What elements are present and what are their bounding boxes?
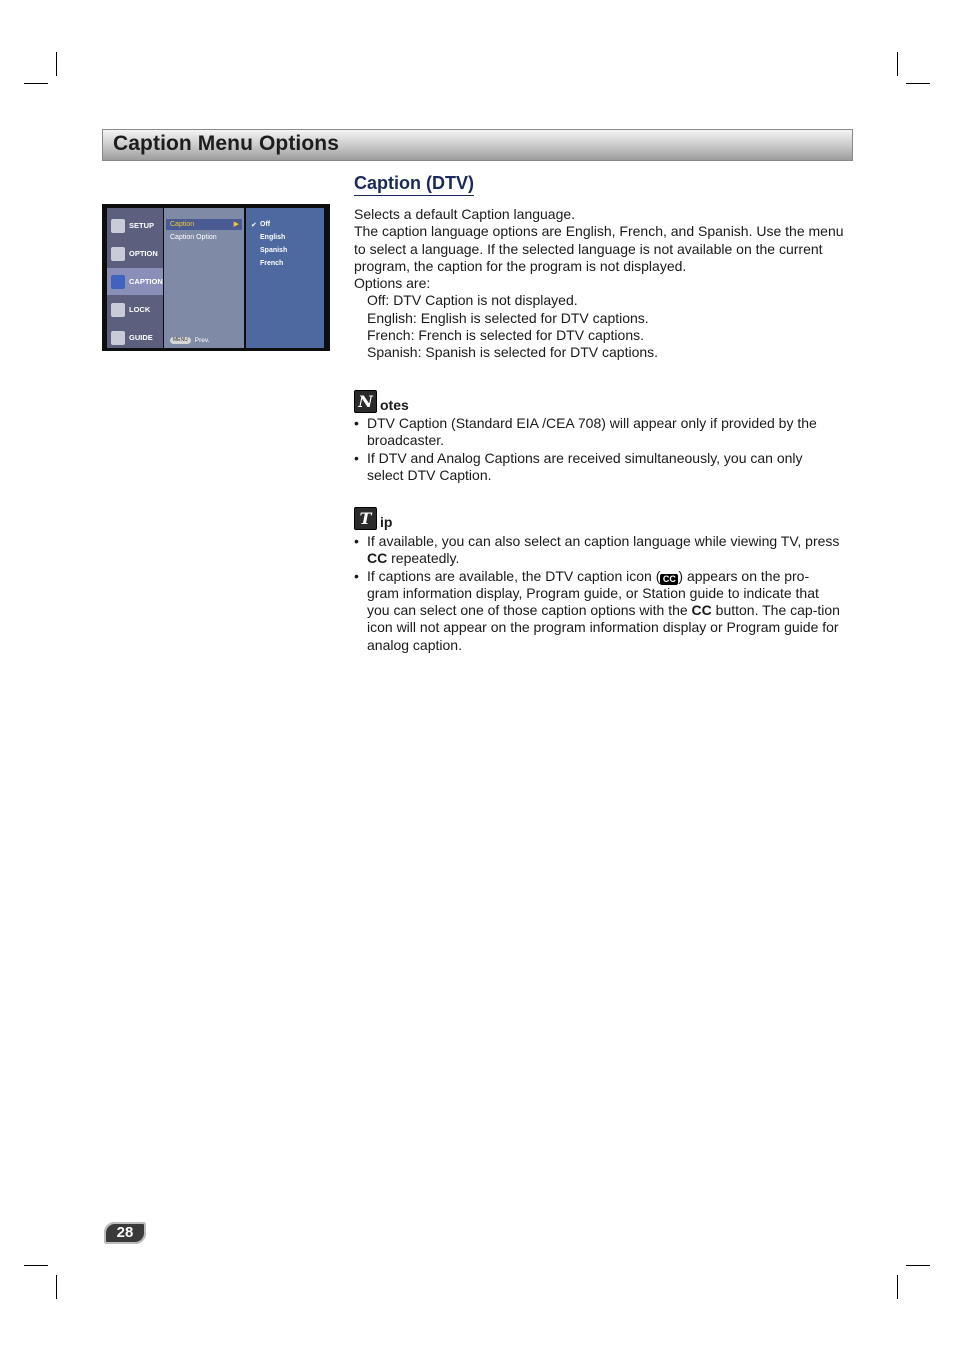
title-bar bbox=[102, 129, 853, 161]
notes-heading bbox=[354, 390, 409, 413]
osd-option: Spanish bbox=[260, 247, 288, 254]
text-run: ) appears on the pro-gram information display, Program guide, or Station guide to indicate that you can select one of those caption options with the bbox=[367, 567, 819, 619]
option-line: French: French is selected for DTV captions. bbox=[367, 327, 644, 344]
osd-option: French bbox=[260, 260, 284, 267]
section-heading: Caption (DTV) bbox=[354, 173, 474, 196]
list-item bbox=[354, 533, 840, 568]
text-run: If available, you can also select an caption language while viewing TV, press bbox=[367, 533, 840, 549]
crop-mark bbox=[897, 52, 898, 76]
option-line: English: English is selected for DTV captions. bbox=[367, 309, 649, 326]
osd-options bbox=[246, 208, 324, 348]
tip-label: ip bbox=[380, 514, 393, 530]
osd-submenu-item-caption-option bbox=[166, 232, 242, 243]
satellite-icon bbox=[111, 219, 125, 233]
option-line: Spanish: Spanish is selected for DTV captions. bbox=[367, 344, 659, 361]
arrow-right-icon: ▶ bbox=[233, 221, 239, 228]
list-item bbox=[354, 568, 840, 654]
paragraph: Options are: bbox=[354, 275, 431, 292]
crop-mark bbox=[906, 1265, 930, 1266]
list-item: • If DTV and Analog Captions are received simultaneously, you can only select DTV Caption. bbox=[354, 450, 840, 485]
section-body bbox=[354, 206, 844, 362]
text-run: If captions are available, the DTV caption icon ( bbox=[367, 567, 661, 584]
tip-icon: T bbox=[354, 507, 377, 530]
osd-option: Off bbox=[260, 221, 271, 228]
osd-side-label: LOCK bbox=[129, 305, 151, 314]
cc-caption-icon: CC bbox=[660, 574, 678, 585]
osd-side-item-caption bbox=[107, 268, 163, 295]
osd-submenu-label: Caption Option bbox=[170, 234, 217, 241]
crop-mark bbox=[24, 83, 48, 84]
osd-side-label: SETUP bbox=[129, 221, 155, 230]
lock-icon bbox=[111, 303, 125, 317]
cc-key-label: CC bbox=[691, 602, 712, 619]
text-run: button. The cap-tion icon will not appear on the program information display or Program guide for analog caption. bbox=[367, 602, 840, 653]
osd-submenu-item-caption bbox=[166, 219, 242, 230]
notes-list bbox=[354, 415, 840, 484]
crop-mark bbox=[897, 1275, 898, 1299]
notes-label: otes bbox=[380, 397, 409, 413]
osd-side-label: GUIDE bbox=[129, 333, 153, 342]
cc-key-label: CC bbox=[367, 550, 388, 567]
osd-side-label: CAPTION bbox=[129, 277, 163, 286]
crop-mark bbox=[906, 83, 930, 84]
notes-icon: N bbox=[354, 390, 377, 413]
guide-icon bbox=[111, 331, 125, 345]
page-number: 28 bbox=[104, 1222, 146, 1244]
text-run: repeatedly. bbox=[387, 550, 460, 567]
osd-side-item-lock bbox=[107, 296, 163, 323]
page-title: Caption Menu Options bbox=[113, 132, 339, 155]
menu-button-glyph: MENU bbox=[170, 337, 191, 344]
tip-heading bbox=[354, 507, 392, 530]
paragraph: Selects a default Caption language. bbox=[354, 206, 576, 222]
check-icon: ✔ bbox=[251, 222, 257, 229]
crop-mark bbox=[56, 1275, 57, 1299]
osd-side-menu bbox=[107, 208, 163, 348]
option-line: Off: DTV Caption is not displayed. bbox=[367, 292, 578, 309]
caption-icon bbox=[111, 275, 125, 289]
osd-footer-label: Prev. bbox=[194, 337, 210, 344]
osd-footer bbox=[170, 337, 209, 344]
crop-mark bbox=[24, 1265, 48, 1266]
osd-side-item-option bbox=[107, 240, 163, 267]
wrench-icon bbox=[111, 247, 125, 261]
list-item: • DTV Caption (Standard EIA /CEA 708) will appear only if provided by the broadcaster. bbox=[354, 415, 840, 450]
osd-side-item-guide bbox=[107, 324, 163, 351]
osd-option: English bbox=[260, 234, 286, 241]
osd-submenu bbox=[164, 208, 244, 348]
osd-submenu-label: Caption bbox=[170, 221, 195, 228]
caption-menu-screenshot bbox=[102, 204, 330, 351]
paragraph: The caption language options are English, French, and Spanish. Use the menu to select a language. If the selected language is not available on the current program, the caption for the program is not displayed. bbox=[354, 223, 844, 274]
osd-side-label: OPTION bbox=[129, 249, 158, 258]
osd-side-item-setup bbox=[107, 212, 163, 239]
crop-mark bbox=[56, 52, 57, 76]
tip-list bbox=[354, 533, 840, 654]
